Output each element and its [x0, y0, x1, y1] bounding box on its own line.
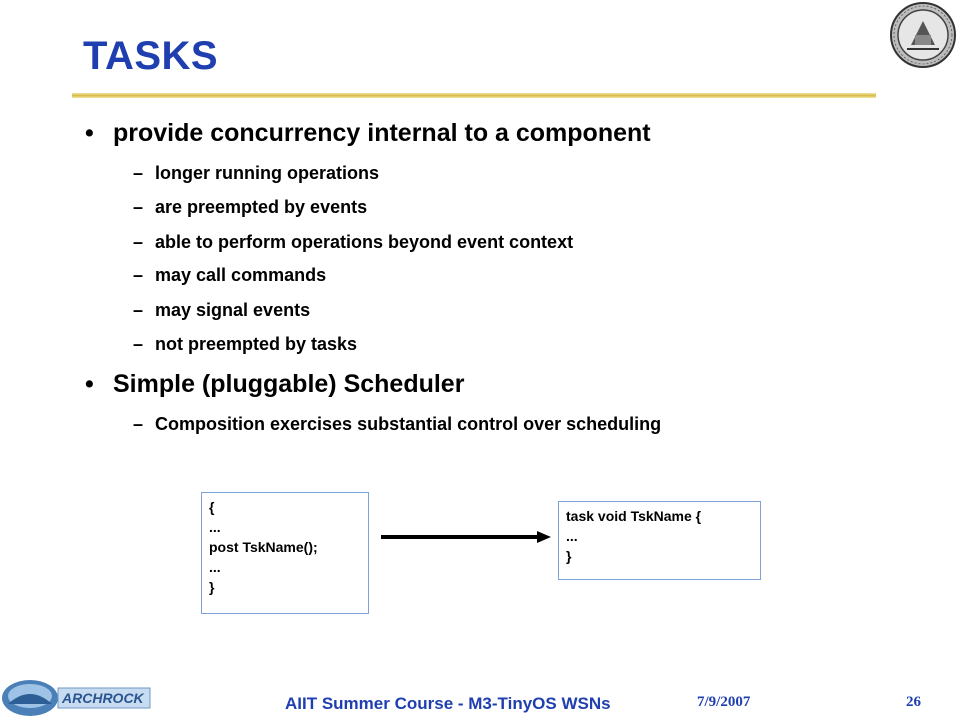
dash-glyph: –	[133, 265, 144, 285]
code-line: ...	[566, 528, 578, 544]
caller-code-box	[201, 492, 369, 614]
code-line: }	[209, 579, 215, 595]
archrock-logo	[0, 670, 152, 720]
footer-course: AIIT Summer Course - M3-TinyOS WSNs	[285, 694, 611, 713]
university-seal-icon	[889, 1, 957, 69]
sub-bullet-text: Composition exercises substantial control over scheduling	[155, 414, 662, 434]
code-line: {	[209, 499, 215, 515]
dash-glyph: –	[133, 414, 144, 434]
sub-bullet-text: able to perform operations beyond event context	[155, 232, 574, 252]
code-line: ...	[209, 559, 221, 575]
footer-date: 7/9/2007	[697, 694, 751, 710]
task-code-box	[558, 501, 761, 580]
slide-title: TASKS	[83, 34, 219, 78]
post-arrow	[381, 530, 551, 544]
dash-glyph: –	[133, 334, 144, 354]
page-number: 26	[906, 694, 921, 710]
bullet-glyph: •	[85, 119, 94, 147]
sub-bullet-text: longer running operations	[155, 163, 379, 183]
svg-text:ARCHROCK: ARCHROCK	[62, 690, 144, 706]
code-line: ...	[209, 519, 221, 535]
dash-glyph: –	[133, 197, 144, 217]
bullet-text: provide concurrency internal to a component	[113, 119, 651, 147]
sub-bullet-text: may signal events	[155, 300, 311, 320]
code-line: task void TskName {	[566, 508, 702, 524]
sub-bullet-text: not preempted by tasks	[155, 334, 358, 354]
dash-glyph: –	[133, 163, 144, 183]
dash-glyph: –	[133, 300, 144, 320]
bullet-text: Simple (pluggable) Scheduler	[113, 370, 465, 398]
code-line: }	[566, 548, 572, 564]
bullet-glyph: •	[85, 370, 94, 398]
title-divider	[72, 93, 876, 98]
sub-bullet-text: are preempted by events	[155, 197, 368, 217]
dash-glyph: –	[133, 232, 144, 252]
sub-bullet-text: may call commands	[155, 265, 327, 285]
code-line: post TskName();	[209, 539, 318, 555]
